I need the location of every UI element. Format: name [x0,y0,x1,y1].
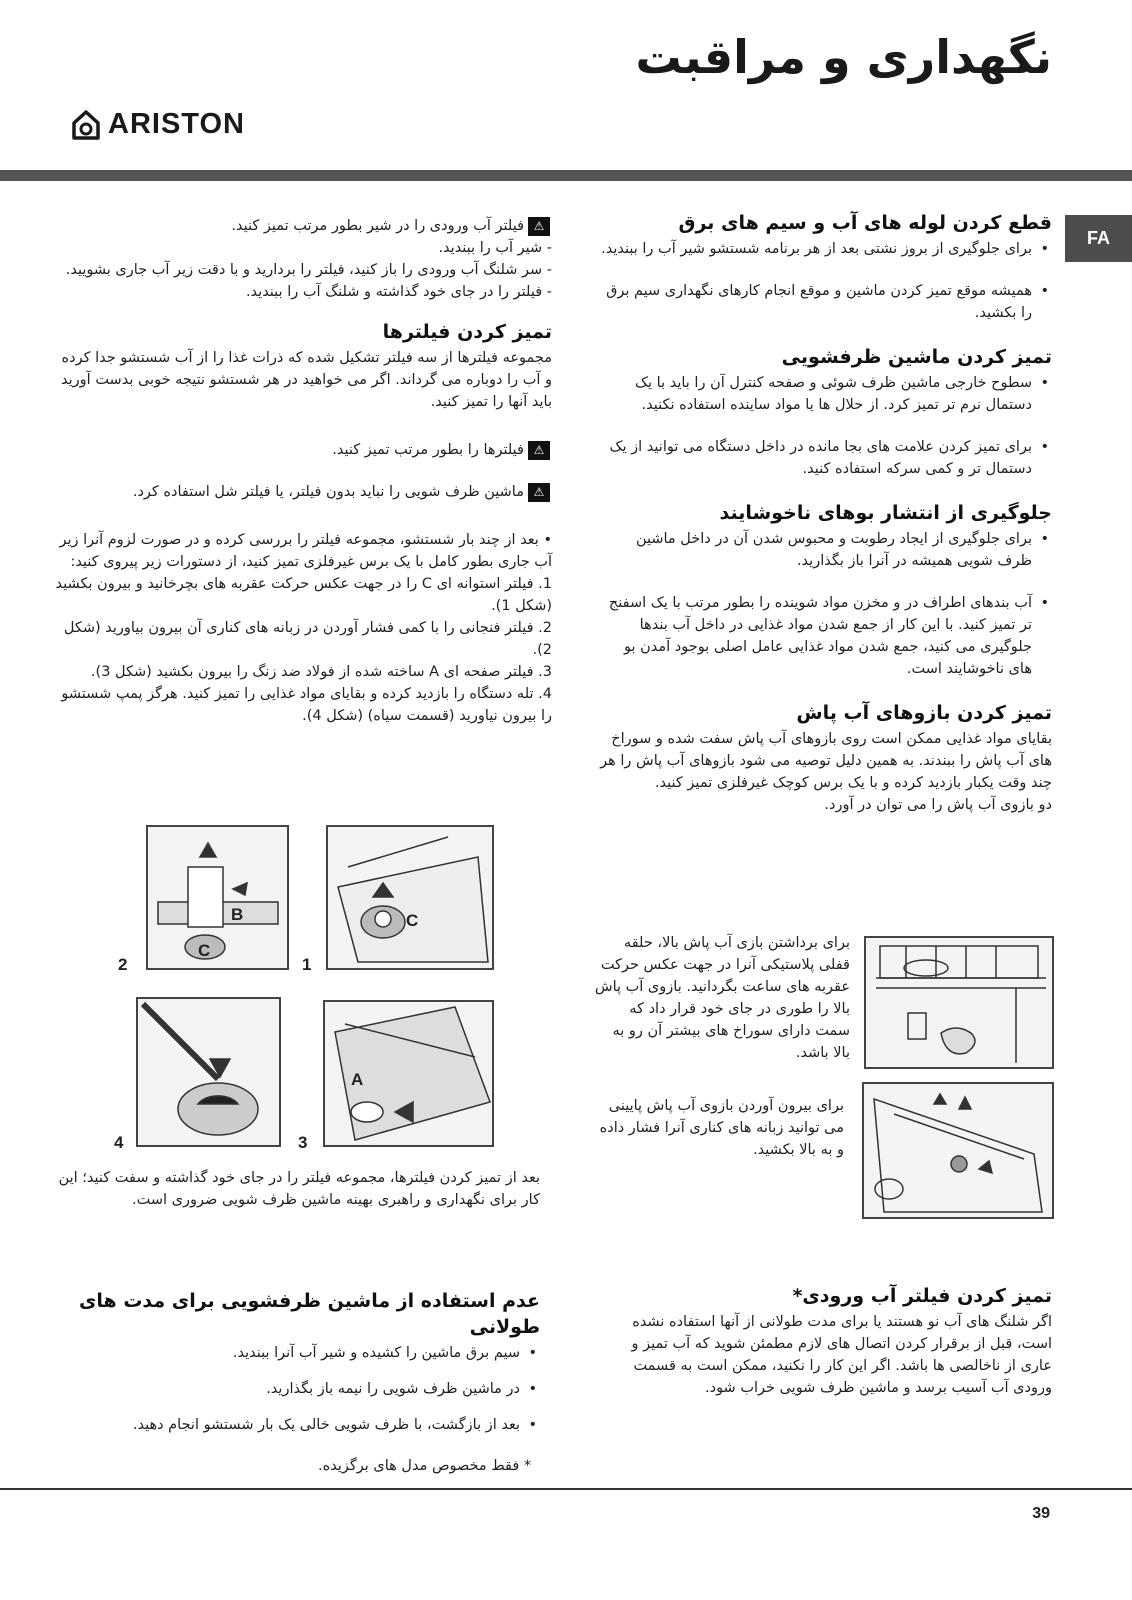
section-title: عدم استفاده از ماشین ظرفشویی برای مدت های طولانی [79,1290,540,1338]
paragraph: بقایای مواد غذایی ممکن است روی بازوهای آب پاش سفت شده و سوراخ های آب پاش را ببندند. به همین دلیل توصیه می شود بازوهای آب پاش را هر چند وقت یکبار بازدید کرده و با یک برس کوچک غیرفلزی تمیز کنید. [600,731,1052,791]
warning-no-filter [55,481,552,503]
lower-arm-text: برای بیرون آوردن بازوی آب پاش پایینی می توانید زبانه های کناری آنرا فشار داده و به بالا بکشید. [599,1098,844,1158]
step: - سر شلنگ آب ورودی را باز کنید، فیلتر را بردارید و با دقت زیر آب جاری بشویید. [65,262,552,278]
paragraph: اگر شلنگ های آب نو هستند یا برای مدت طولانی از آنها استفاده نشده است، قبل از برقرار کردن اتصال های لازم مطمئن شوید که آب تمیز و عاری از ناخالصی ها باشد. اگر این کار را نکنید، ممکن است به قسمت ورودی آب آسیب برسد و ماشین ظرف شویی خراب شود. [631,1314,1052,1396]
section-inlet-filter [600,1283,1052,1399]
figure-3 [323,1000,494,1147]
step: 3. فیلتر صفحه ای A ساخته شده از فولاد ضد زنگ را بیرون بکشید (شکل 3). [90,664,552,680]
brand-name: ARISTON [108,108,245,140]
paragraph: دو بازوی آب پاش را می توان در آورد. [824,797,1052,813]
warning-text: ماشین ظرف شویی را نباید بدون فیلتر، یا فیلتر شل استفاده کرد. [132,484,524,500]
section-clean-machine [600,344,1052,480]
section-disconnect [600,210,1052,324]
right-column [600,210,1052,816]
bullet-item: • بعد از بازگشت، با ظرف شویی خالی یک بار شستشو انجام دهید. [55,1414,540,1436]
page-number: 39 [1032,1505,1050,1522]
step: - فیلتر را در جای خود گذاشته و شلنگ آب را ببندید. [245,284,552,300]
warning-icon: ⚠ [528,441,550,460]
step: 4. تله دستگاه را بازدید کرده و بقایای مواد غذایی را تمیز کنید. هرگز پمپ شستشو را بیرون نیاورید (قسمت سیاه) (شکل 4). [61,686,552,724]
warning-icon: ⚠ [528,483,550,502]
upper-spray-arm-figure [864,936,1054,1069]
page-title: نگهداری و مراقبت [635,30,1052,84]
letter-a: A [351,1070,364,1089]
footnote: * فقط مخصوص مدل های برگزیده. [318,1458,532,1474]
lower-spray-arm-drawing [864,1084,1052,1217]
section-title: تمیز کردن فیلترها [382,321,552,343]
paragraph: مجموعه فیلترها از سه فیلتر تشکیل شده که ذرات غذا را از آب شستشو جدا کرده و آب را دوباره می گرداند. اگر می خواهید در هر شستشو نتیجه خوبی بدست آورید باید آنها را تمیز کنید. [61,350,552,410]
warning-text: فیلترها را بطور مرتب تمیز کنید. [332,442,524,458]
bullet-item: • آب بندهای اطراف در و مخزن مواد شوینده را بطور مرتب با یک اسفنج تر تمیز کنید. با این کار از جمع شدن مواد غذایی در داخل آب بندها جلوگیری می کنید، جمع شدن مواد غذایی عامل اصلی بوجود آمدن بو های ناخوشایند است. [600,592,1052,680]
figure-number: 3 [298,1133,308,1152]
bullet-item: • برای جلوگیری از بروز نشتی بعد از هر برنامه شستشو شیر آب را ببندید. [600,238,1052,260]
ariston-logo [70,108,245,141]
step: 2. فیلتر فنجانی را با کمی فشار آوردن در زبانه های کناری آن بیرون بیاورید (شکل 2). [63,620,552,658]
figure-2 [146,825,289,970]
after-filter-paragraph: بعد از تمیز کردن فیلترها، مجموعه فیلتر را در جای خود گذاشته و سفت کنید؛ این کار برای نگهداری و راهبری بهینه ماشین ظرف شویی ضروری است. [58,1170,540,1208]
warning-inlet [55,215,552,237]
upper-spray-arm-drawing [866,938,1052,1067]
footer-rule [0,1488,1132,1490]
section-title: تمیز کردن ماشین ظرفشویی [781,346,1052,368]
section-title: تمیز کردن فیلتر آب ورودی* [792,1285,1052,1307]
upper-arm-text: برای برداشتن بازی آب پاش بالا، حلقه قفلی پلاستیکی آنرا در جهت عکس حرکت عقربه های ساعت بگردانید. بازوی آب پاش بالا را طوری در جای خود قرار داد که سمت دارای سوراخ های بیشتر آن رو به بالا باشد. [594,935,850,1061]
header-rule [0,170,1132,181]
letter-c: C [406,911,419,930]
bullet-item: • برای جلوگیری از ایجاد رطوبت و محبوس شدن آن در داخل ماشین ظرف شویی همیشه در آنرا باز بگذارید. [600,528,1052,572]
section-long-term [55,1288,540,1456]
bullet-item: • در ماشین ظرف شویی را نیمه باز بگذارید. [55,1378,540,1400]
section-spray-arms [600,700,1052,816]
warning-filters [55,439,552,461]
step: - شیر آب را ببندید. [438,240,552,256]
bullet-item: • سطوح خارجی ماشین ظرف شوئی و صفحه کنترل آن را باید با یک دستمال نرم تر تمیز کرد. از حلال ها یا مواد ساینده استفاده نکنید. [600,372,1052,416]
bullet-item: • برای تمیز کردن علامت های بجا مانده در داخل دستگاه می توانید از یک دستمال تر و کمی سرکه استفاده کنید. [600,436,1052,480]
left-column [55,215,552,727]
step: 1. فیلتر استوانه ای C را در جهت عکس حرکت عقربه های بچرخانید و بیرون بکشید (شکل 1). [55,576,552,614]
letter-b: B [231,905,244,924]
filter-figures [110,825,500,1152]
figure-number: 2 [118,955,128,974]
bullet-item: • سیم برق ماشین را کشیده و شیر آب آنرا ببندید. [55,1342,540,1364]
lower-spray-arm-figure [862,1082,1054,1219]
figure-1 [326,825,494,970]
section-title: قطع کردن لوله های آب و سیم های برق [678,212,1052,234]
figure-number: 1 [302,955,312,974]
paragraph: • بعد از چند بار شستشو، مجموعه فیلتر را بررسی کرده و در صورت لزوم آنرا زیر آب جاری بطور کامل با یک برس غیرفلزی تمیز کنید، از دستورات زیر پیروی کنید: [59,532,552,570]
warning-text: فیلتر آب ورودی را در شیر بطور مرتب تمیز کنید. [231,218,524,234]
warning-icon: ⚠ [528,217,550,236]
house-logo-icon [70,109,102,141]
letter-c: C [198,941,211,960]
section-title: جلوگیری از انتشار بوهای ناخوشایند [719,502,1052,524]
language-tab: FA [1065,215,1132,262]
figure-number: 4 [114,1133,124,1152]
bullet-item: • همیشه موقع تمیز کردن ماشین و موقع انجام کارهای نگهداری سیم برق را بکشید. [600,280,1052,324]
section-odors [600,500,1052,680]
figure-4 [136,997,281,1147]
section-title: تمیز کردن بازوهای آب پاش [796,702,1052,724]
